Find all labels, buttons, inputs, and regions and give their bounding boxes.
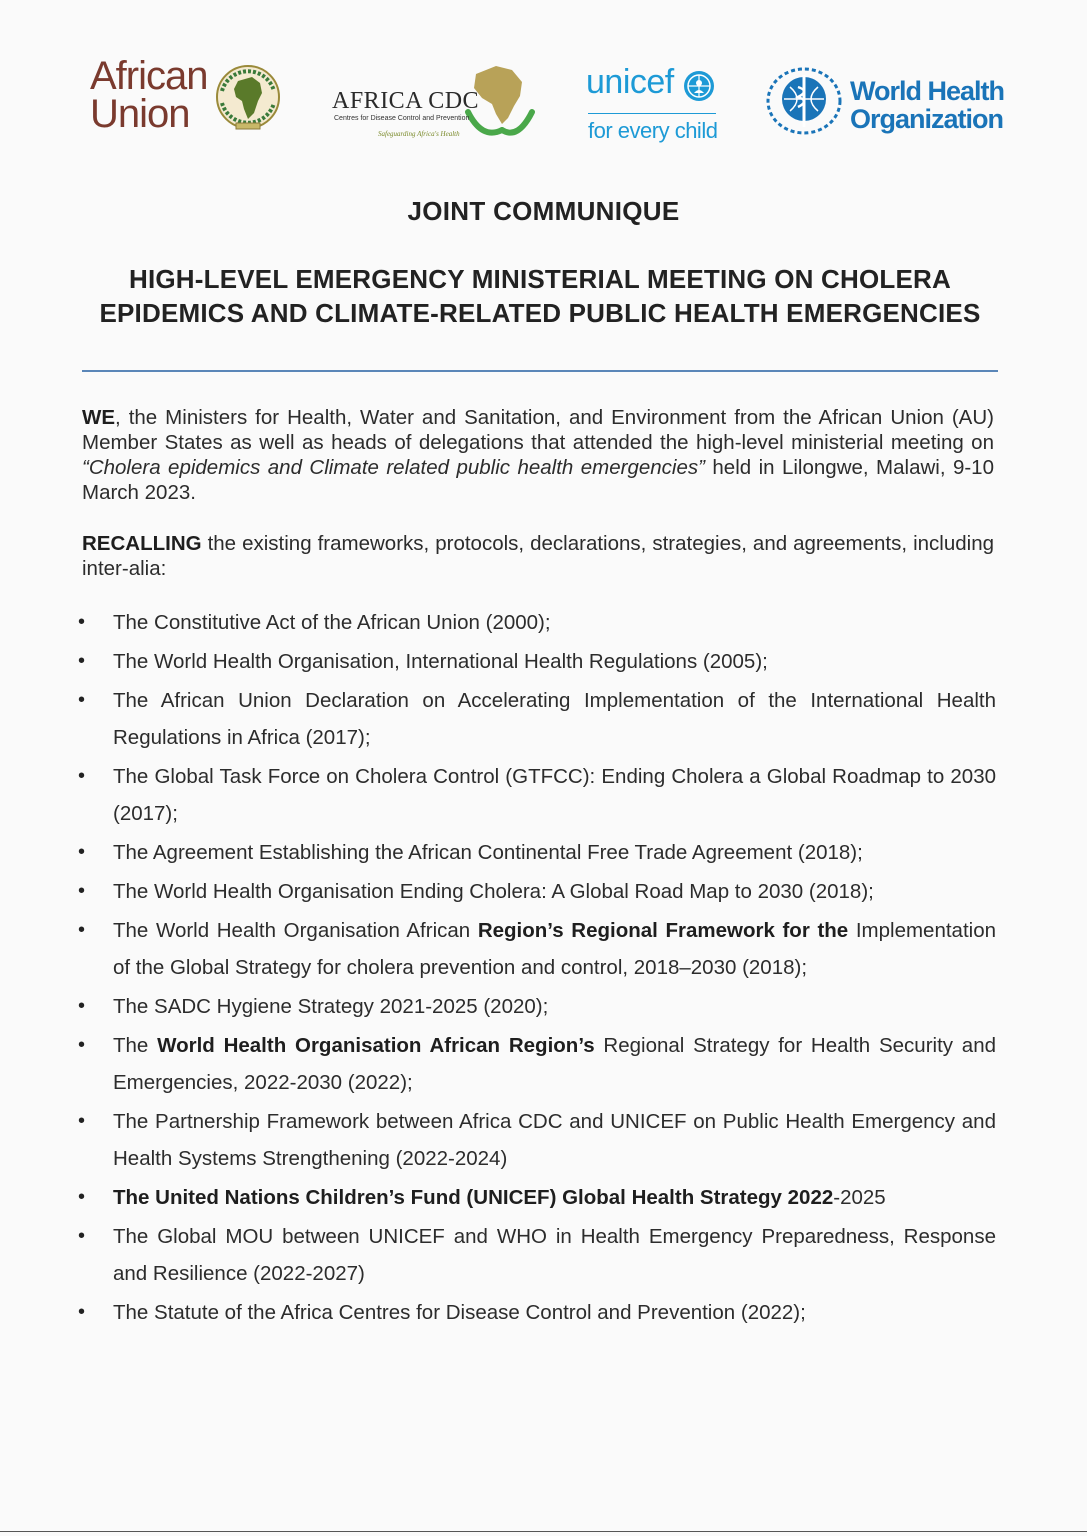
opening-paragraph: WE, the Ministers for Health, Water and Sanitation, and Environment from the African Union (AU) Member States as well as heads of delegations that attended the high-level ministerial meeting on “Cholera epidemics and Climate related public health emergencies” held in Lilongwe, Malawi, 9-10 March 2023.	[82, 406, 994, 504]
frameworks-list	[76, 604, 996, 1333]
unicef-divider	[588, 113, 716, 114]
who-wordmark: World Health Organization	[850, 76, 1005, 134]
list-item: • The Partnership Framework between Africa CDC and UNICEF on Public Health Emergency and Health Systems Strengthening (2022-2024)	[76, 1103, 996, 1177]
african-union-emblem-icon	[208, 61, 288, 135]
unicef-logo	[586, 63, 726, 143]
african-union-logo	[90, 54, 290, 137]
list-item: • The SADC Hygiene Strategy 2021-2025 (2020);	[76, 988, 996, 1025]
meeting-title: HIGH-LEVEL EMERGENCY MINISTERIAL MEETING ON CHOLERA EPIDEMICS AND CLIMATE-RELATED PUBLIC HEALTH EMERGENCIES	[99, 264, 981, 328]
recalling-paragraph: RECALLING the existing frameworks, protocols, declarations, strategies, and agreements, including inter-alia:	[82, 532, 994, 580]
list-item: • The World Health Organisation, International Health Regulations (2005);	[76, 643, 996, 680]
africa-cdc-subtitle: Centres for Disease Control and Prevention	[334, 115, 470, 122]
africa-cdc-logo	[332, 60, 537, 150]
unicef-tagline: for every child	[588, 118, 718, 143]
list-item: • The World Health Organisation Ending Cholera: A Global Road Map to 2030 (2018);	[76, 873, 996, 910]
list-item: • The Statute of the Africa Centres for Disease Control and Prevention (2022);	[76, 1294, 996, 1331]
african-union-wordmark: African Union	[90, 54, 208, 136]
africa-cdc-title: AFRICA CDC	[332, 88, 480, 114]
africa-cdc-tagline: Safeguarding Africa's Health	[378, 130, 460, 138]
unicef-globe-icon	[682, 69, 716, 103]
list-item: • The African Union Declaration on Accelerating Implementation of the International Health Regulations in Africa (2017);	[76, 682, 996, 756]
logo-banner	[0, 55, 1087, 155]
list-item: • The Constitutive Act of the African Union (2000);	[76, 604, 996, 641]
who-emblem-icon	[764, 67, 844, 139]
list-item: • The Global MOU between UNICEF and WHO in Health Emergency Preparedness, Response and Resilience (2022-2027)	[76, 1218, 996, 1292]
list-item: • The United Nations Children’s Fund (UNICEF) Global Health Strategy 2022-2025	[76, 1179, 996, 1216]
who-logo	[764, 67, 1004, 147]
list-item: • The Agreement Establishing the African Continental Free Trade Agreement (2018);	[76, 834, 996, 871]
list-item: • The World Health Organisation African Region’s Regional Strategy for Health Security and Emergencies, 2022-2030 (2022);	[76, 1027, 996, 1101]
page-bottom-border	[0, 1531, 1087, 1532]
list-item: • The Global Task Force on Cholera Control (GTFCC): Ending Cholera a Global Roadmap to 2030 (2017);	[76, 758, 996, 832]
list-item: • The World Health Organisation African Region’s Regional Framework for the Implementation of the Global Strategy for cholera prevention and control, 2018–2030 (2018);	[76, 912, 996, 986]
unicef-wordmark: unicef	[586, 63, 674, 101]
title-divider	[82, 370, 998, 372]
document-type-heading: JOINT COMMUNIQUE	[407, 196, 680, 226]
